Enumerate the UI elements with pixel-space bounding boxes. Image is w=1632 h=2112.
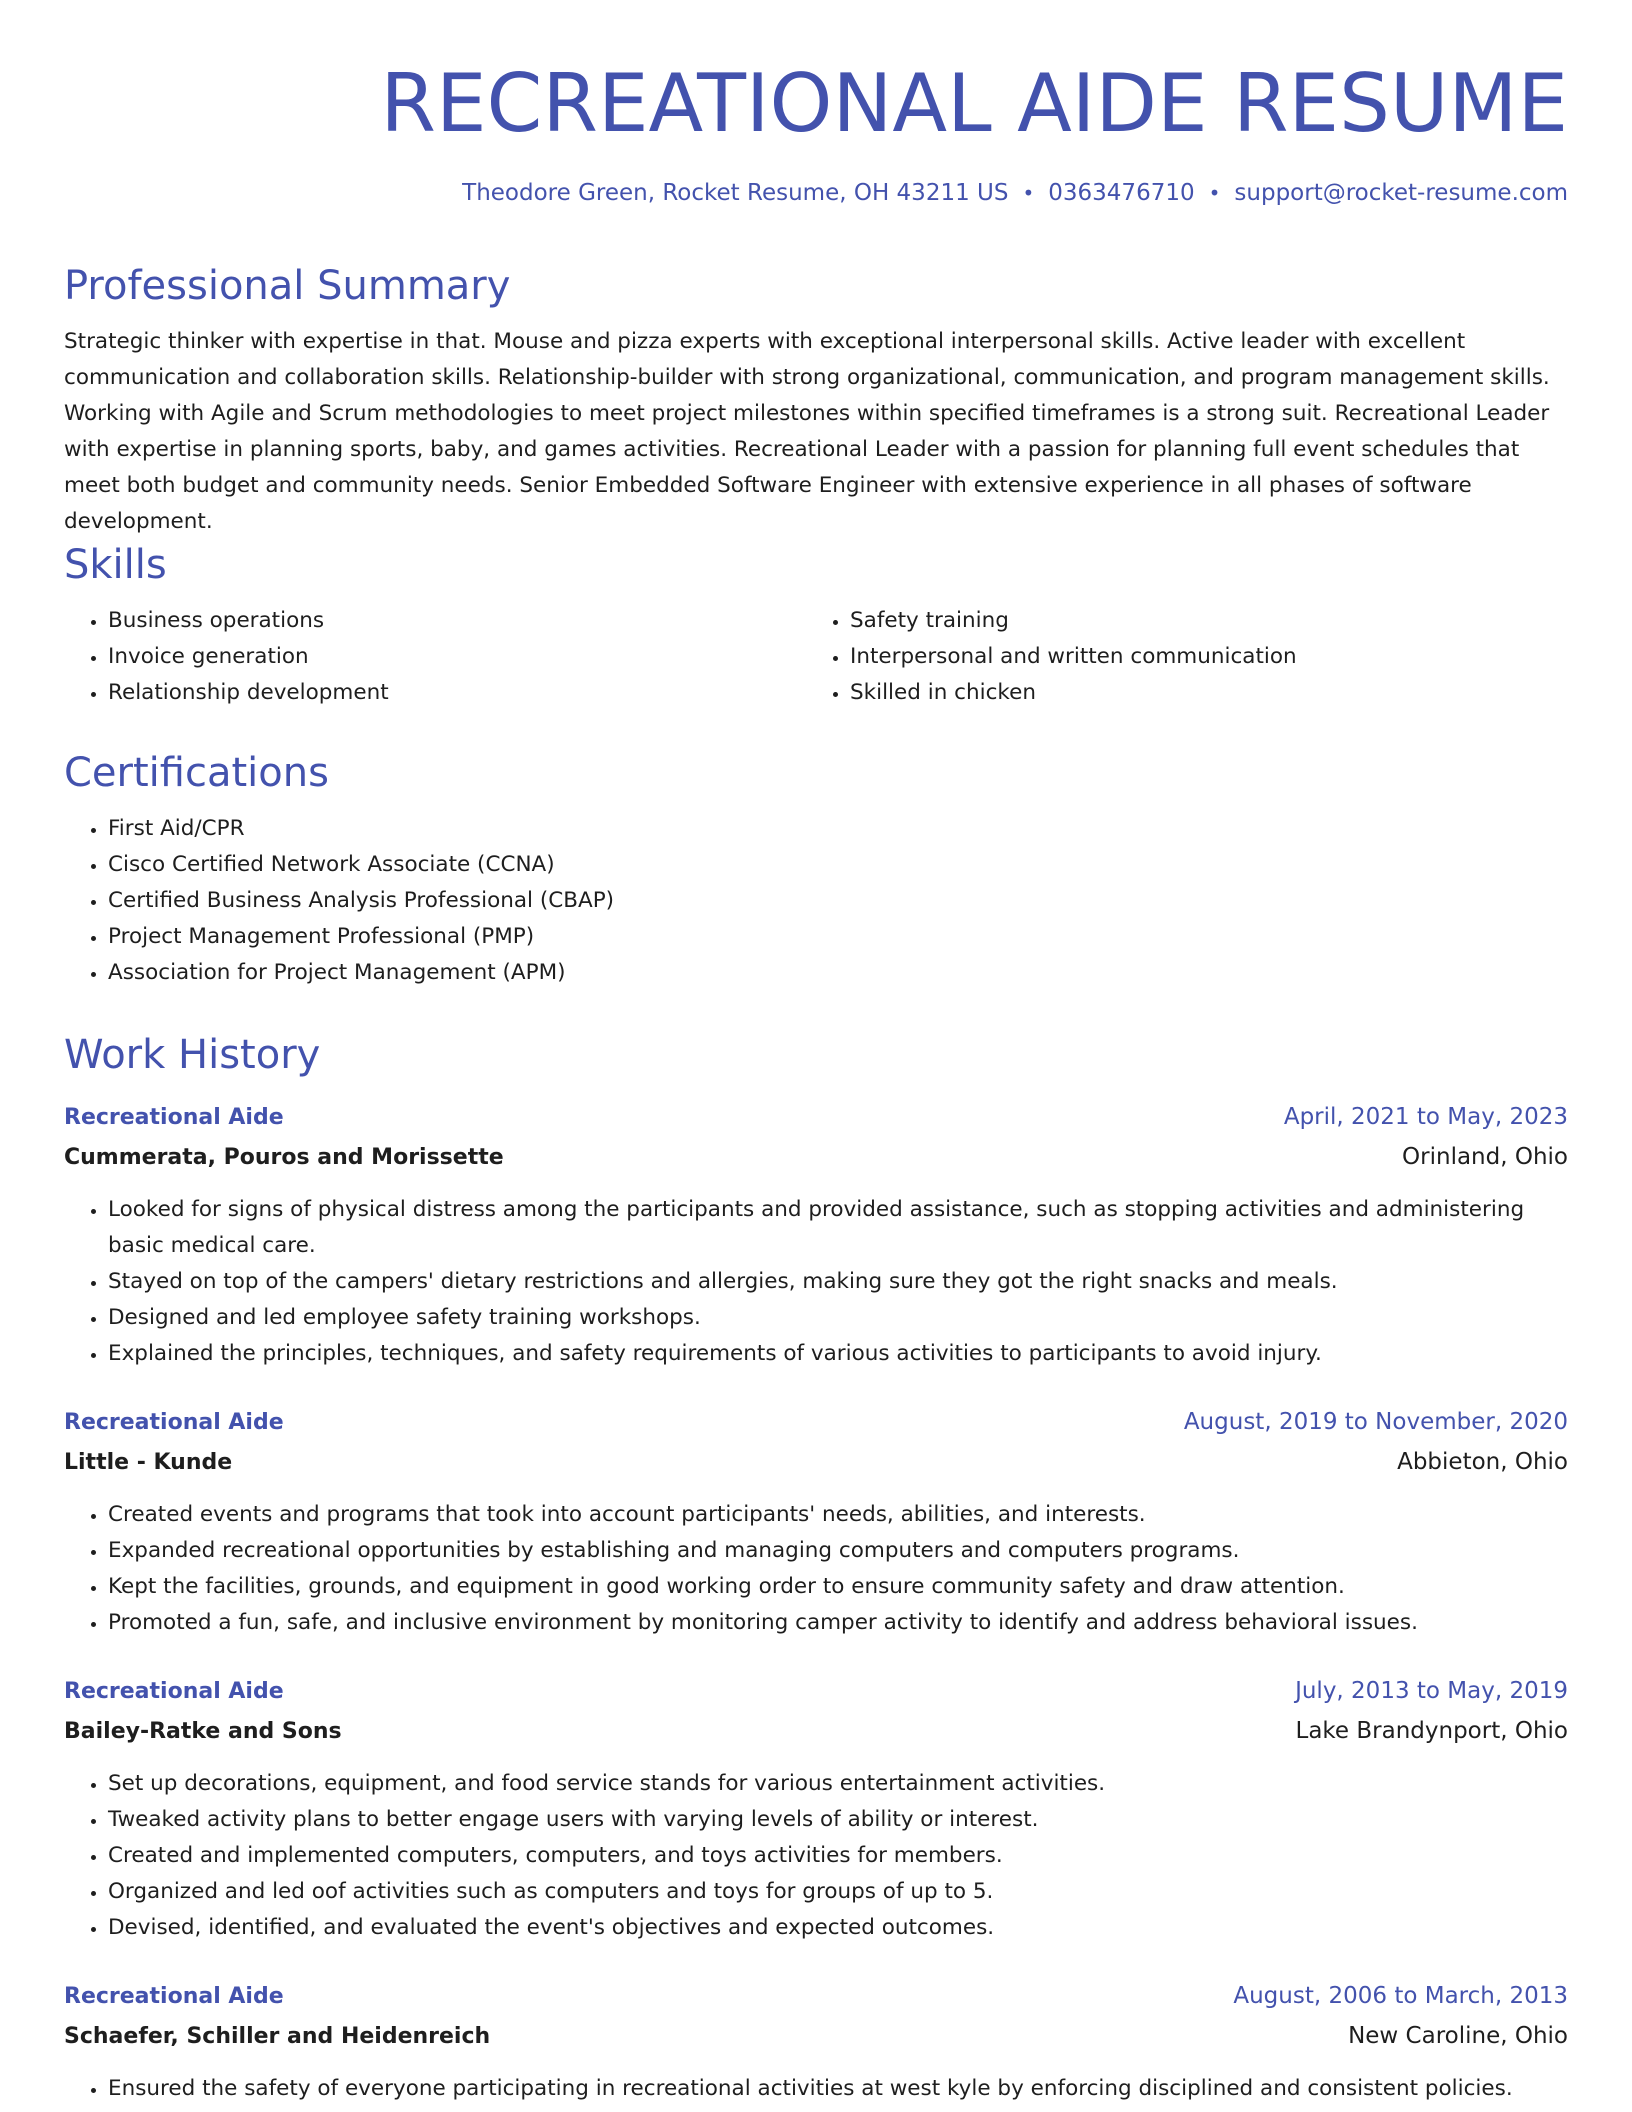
job-title-row xyxy=(64,1099,1568,1136)
skills-heading: Skills xyxy=(64,542,167,588)
job-company: Bailey-Ratke and Sons xyxy=(64,1719,342,1744)
job-title: Recreational Aide xyxy=(64,1984,284,2009)
contact-phone: 0363476710 xyxy=(1048,180,1195,206)
job-bullet: • Designed and led employee safety training workshops. xyxy=(108,1300,1568,1336)
job-company-row xyxy=(64,2018,1568,2055)
summary-heading: Professional Summary xyxy=(64,263,511,309)
certification-item: • Association for Project Management (APM) xyxy=(108,955,1568,991)
job-bullet: • Explained the principles, techniques, and safety requirements of various activities to participants to avoid injury. xyxy=(108,1336,1568,1372)
skill-item: • Business operations xyxy=(108,603,806,639)
job-bullets xyxy=(64,1766,1568,1946)
job-company-row xyxy=(64,1444,1568,1481)
job-dates: April, 2021 to May, 2023 xyxy=(1283,1104,1568,1130)
job-bullet: • Kept the facilities, grounds, and equipment in good working order to ensure community safety and draw attention. xyxy=(108,1569,1568,1605)
job-entry xyxy=(64,1978,1568,2107)
summary-section xyxy=(64,262,1568,540)
job-title: Recreational Aide xyxy=(64,1410,284,1435)
job-company-row xyxy=(64,1713,1568,1750)
skill-item: • Invoice generation xyxy=(108,639,806,675)
job-dates: August, 2006 to March, 2013 xyxy=(1233,1983,1568,2009)
contact-separator: • xyxy=(1022,181,1035,205)
job-entry xyxy=(64,1099,1568,1372)
job-bullets xyxy=(64,1497,1568,1641)
job-title-row xyxy=(64,1978,1568,2015)
contact-separator: • xyxy=(1208,181,1221,205)
job-bullet: • Organized and led oof activities such as computers and toys for groups of up to 5. xyxy=(108,1874,1568,1910)
certifications-list xyxy=(64,811,1568,991)
contact-line xyxy=(462,178,1568,208)
job-title: Recreational Aide xyxy=(64,1679,284,1704)
certification-item: • Project Management Professional (PMP) xyxy=(108,919,1568,955)
job-company: Little - Kunde xyxy=(64,1450,233,1475)
summary-text: Strategic thinker with expertise in that. Mouse and pizza experts with exceptional interpersonal skills. Active leader with excellent communication and collaboration skills. Relationship-builder with strong organizational, communication, and program management skills. Working with Agile and Scrum methodologies to meet project milestones within specified timeframes is a strong suit. Recreational Leader with expertise in planning sports, baby, and games activities. Recreational Leader with a passion for planning full event schedules that meet both budget and community needs. Senior Embedded Software Engineer with extensive experience in all phases of software development. xyxy=(64,329,1550,534)
contact-address: Theodore Green, Rocket Resume, OH 43211 US xyxy=(462,180,1009,206)
job-title: Recreational Aide xyxy=(64,1105,284,1130)
skills-list-right xyxy=(806,603,1568,711)
job-company: Schaefer, Schiller and Heidenreich xyxy=(64,2024,491,2049)
certifications-heading: Certifications xyxy=(64,750,329,796)
job-location: Abbieton, Ohio xyxy=(1397,1449,1568,1475)
resume-title: RECREATIONAL AIDE RESUME xyxy=(380,57,1568,150)
job-bullet: • Devised, identified, and evaluated the event's objectives and expected outcomes. xyxy=(108,1910,1568,1946)
job-bullet: • Tweaked activity plans to better engage users with varying levels of ability or interest. xyxy=(108,1802,1568,1838)
skills-grid xyxy=(64,603,1568,711)
job-location: Lake Brandynport, Ohio xyxy=(1295,1718,1568,1744)
job-bullet: • Created events and programs that took into account participants' needs, abilities, and interests. xyxy=(108,1497,1568,1533)
certification-item: • Cisco Certified Network Associate (CCNA) xyxy=(108,847,1568,883)
job-title-row xyxy=(64,1404,1568,1441)
job-bullets xyxy=(64,1192,1568,1372)
job-bullet: • Promoted a fun, safe, and inclusive environment by monitoring camper activity to identify and address behavioral issues. xyxy=(108,1605,1568,1641)
skill-item: • Interpersonal and written communication xyxy=(850,639,1568,675)
skill-item: • Relationship development xyxy=(108,675,806,711)
job-dates: July, 2013 to May, 2019 xyxy=(1295,1678,1568,1704)
work-history-section xyxy=(64,1031,1568,2107)
contact-email[interactable]: support@rocket-resume.com xyxy=(1234,180,1568,206)
job-entry xyxy=(64,1673,1568,1946)
job-bullet: • Set up decorations, equipment, and food service stands for various entertainment activities. xyxy=(108,1766,1568,1802)
job-bullet: • Created and implemented computers, computers, and toys activities for members. xyxy=(108,1838,1568,1874)
job-location: New Caroline, Ohio xyxy=(1348,2023,1568,2049)
certification-item: • Certified Business Analysis Professional (CBAP) xyxy=(108,883,1568,919)
job-company-row xyxy=(64,1139,1568,1176)
work-history-heading: Work History xyxy=(64,1032,321,1078)
skill-item: • Skilled in chicken xyxy=(850,675,1568,711)
job-bullet: • Looked for signs of physical distress among the participants and provided assistance, such as stopping activities and administering basic medical care. xyxy=(108,1192,1568,1264)
job-entry xyxy=(64,1404,1568,1641)
job-company: Cummerata, Pouros and Morissette xyxy=(64,1145,504,1170)
skill-item: • Safety training xyxy=(850,603,1568,639)
job-bullet: • Expanded recreational opportunities by establishing and managing computers and computers programs. xyxy=(108,1533,1568,1569)
job-dates: August, 2019 to November, 2020 xyxy=(1183,1409,1568,1435)
job-bullet: • Ensured the safety of everyone participating in recreational activities at west kyle by enforcing disciplined and consistent policies. xyxy=(108,2071,1568,2107)
certifications-section xyxy=(64,749,1568,991)
job-bullets xyxy=(64,2071,1568,2107)
skills-section xyxy=(64,541,1568,711)
skills-list-left xyxy=(64,603,806,711)
job-title-row xyxy=(64,1673,1568,1710)
certification-item: • First Aid/CPR xyxy=(108,811,1568,847)
job-location: Orinland, Ohio xyxy=(1402,1144,1568,1170)
job-bullet: • Stayed on top of the campers' dietary restrictions and allergies, making sure they got the right snacks and meals. xyxy=(108,1264,1568,1300)
